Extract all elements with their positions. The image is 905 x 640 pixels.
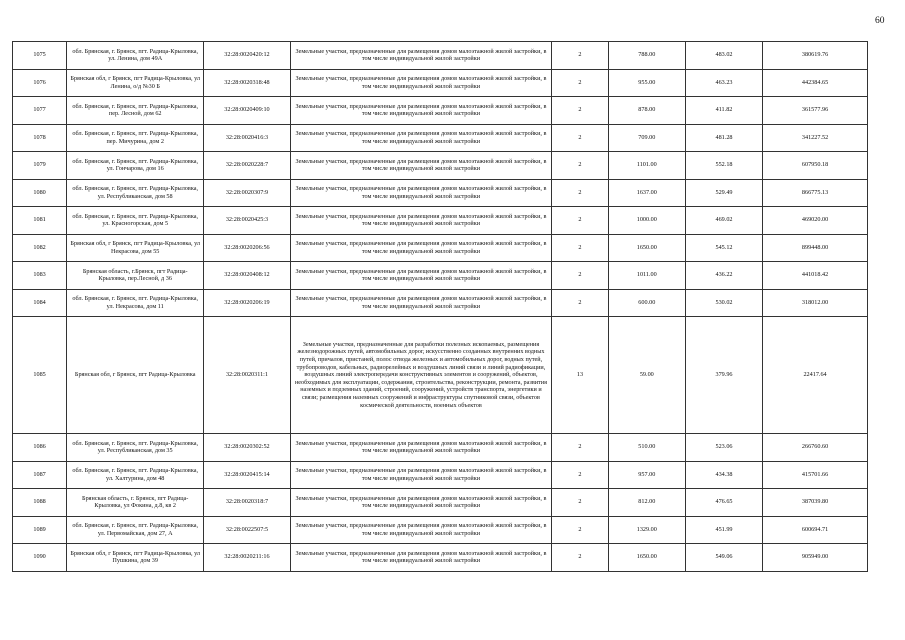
address-cell: Брянская обл, г Брянск, пгт Радица-Крыловка, ул Ленина, о/д №30 Б [67,69,204,97]
cadastral-number-cell: 32:28:0020416:3 [204,124,290,152]
area-cell: 878.00 [608,97,685,125]
land-use-cell [290,124,552,152]
land-plots-table [12,41,868,572]
cadastral-value-cell: 469020.00 [763,207,868,235]
row-number-cell: 1087 [13,461,67,489]
row-number-cell: 1088 [13,489,67,517]
row-number-cell: 1079 [13,152,67,180]
cadastral-value-cell: 341227.52 [763,124,868,152]
row-number-cell: 1082 [13,234,67,262]
group-code-cell: 2 [552,516,608,544]
group-code-cell: 2 [552,544,608,572]
cadastral-number-cell: 32:28:0020318:48 [204,69,290,97]
group-code-cell: 2 [552,152,608,180]
table-row [13,262,868,290]
table-row [13,179,868,207]
row-number-cell: 1084 [13,289,67,317]
table-row [13,317,868,434]
specific-value-cell: 379.96 [685,317,762,434]
area-cell: 955.00 [608,69,685,97]
group-code-cell: 2 [552,42,608,70]
land-use-text: Земельные участки, предназначенные для разработки полезных ископаемых, размещения железнодорожных путей, автомобильных дорог, искусственно созданных внутренних водных путей, причалов, пристаней, полос отвода железных и автомобильных дорог, водных путей, трубопроводов, кабельных, радиорелейных и воздушных линий связи и линий радиофикации, воздушных линий электропередачи конструктивных элементов и сооружений, объектов, необходимых для эксплуатации, содержания, строительства, реконструкции, ремонта, развития наземных и подземных зданий, строений, сооружений, устройств транспорта, энергетики и связи; размещения наземных сооружений и инфраструктуры спутниковой связи, объектов космической деятельности, военных объектов [294,340,547,409]
group-code-cell: 2 [552,97,608,125]
cadastral-value-cell: 899448.00 [763,234,868,262]
cadastral-value-cell: 866775.13 [763,179,868,207]
group-code-cell: 2 [552,489,608,517]
group-code-cell: 2 [552,461,608,489]
row-number-cell: 1081 [13,207,67,235]
land-use-text: Земельные участки, предназначенные для размещения домов малоэтажной жилой застройки, в том числе индивидуальной жилой застройки [295,494,547,510]
specific-value-cell: 436.22 [685,262,762,290]
table-row [13,461,868,489]
address-cell: Брянская область, г.Брянск, пгт Радица-Крыловка, пер.Лесной, д 36 [67,262,204,290]
area-cell: 812.00 [608,489,685,517]
area-cell: 600.00 [608,289,685,317]
land-use-cell [290,234,552,262]
table-row [13,42,868,70]
table-row [13,97,868,125]
address-cell: обл. Брянская, г. Брянск, пгт. Радица-Крыловка, пер. Мичурина, дом 2 [67,124,204,152]
land-use-text: Земельные участки, предназначенные для размещения домов малоэтажной жилой застройки, в том числе индивидуальной жилой застройки [295,102,547,118]
table-row [13,434,868,462]
area-cell: 1011.00 [608,262,685,290]
land-use-cell [290,262,552,290]
table-body [13,42,868,572]
area-cell: 788.00 [608,42,685,70]
table-row [13,234,868,262]
cadastral-value-cell: 441018.42 [763,262,868,290]
table-row [13,289,868,317]
row-number-cell: 1078 [13,124,67,152]
area-cell: 1000.00 [608,207,685,235]
land-use-text: Земельные участки, предназначенные для размещения домов малоэтажной жилой застройки, в том числе индивидуальной жилой застройки [295,47,547,63]
group-code-cell: 13 [552,317,608,434]
cadastral-number-cell: 32:28:0020302:52 [204,434,290,462]
group-code-cell: 2 [552,179,608,207]
row-number-cell: 1077 [13,97,67,125]
land-use-text: Земельные участки, предназначенные для размещения домов малоэтажной жилой застройки, в том числе индивидуальной жилой застройки [295,439,547,455]
address-cell: обл. Брянская, г. Брянск, пгт. Радица-Крыловка, ул. Гончарова, дом 16 [67,152,204,180]
area-cell: 709.00 [608,124,685,152]
table-row [13,544,868,572]
specific-value-cell: 463.23 [685,69,762,97]
address-cell: Брянская обл, г Брянск, пгт Радица-Крыловка [67,317,204,434]
address-cell: Брянская область, г. Брянск, пгт Радица-Крыловка, ул Фокина, д.8, кв 2 [67,489,204,517]
cadastral-number-cell: 32:28:0020211:16 [204,544,290,572]
cadastral-value-cell: 607950.18 [763,152,868,180]
cadastral-number-cell: 32:28:0020307:9 [204,179,290,207]
group-code-cell: 2 [552,262,608,290]
cadastral-value-cell: 318012.00 [763,289,868,317]
land-use-text: Земельные участки, предназначенные для размещения домов малоэтажной жилой застройки, в том числе индивидуальной жилой застройки [295,212,547,228]
land-use-cell [290,179,552,207]
area-cell: 59.00 [608,317,685,434]
specific-value-cell: 411.82 [685,97,762,125]
specific-value-cell: 530.02 [685,289,762,317]
land-use-cell [290,516,552,544]
group-code-cell: 2 [552,124,608,152]
specific-value-cell: 434.38 [685,461,762,489]
table-row [13,489,868,517]
land-use-text: Земельные участки, предназначенные для размещения домов малоэтажной жилой застройки, в том числе индивидуальной жилой застройки [295,549,547,565]
address-cell: обл. Брянская, г. Брянск, пгт. Радица-Крыловка, ул. Республиканская, дом 58 [67,179,204,207]
address-cell: обл. Брянская, г. Брянск, пгт. Радица-Крыловка, ул. Красногорская, дом 5 [67,207,204,235]
table-row [13,516,868,544]
land-use-text: Земельные участки, предназначенные для размещения домов малоэтажной жилой застройки, в том числе индивидуальной жилой застройки [295,295,547,310]
land-use-cell [290,69,552,97]
row-number-cell: 1090 [13,544,67,572]
cadastral-number-cell: 32:28:0020409:10 [204,97,290,125]
address-cell: обл. Брянская, г. Брянск, пгт. Радица-Крыловка, ул. Республиканская, дом 35 [67,434,204,462]
land-use-cell [290,489,552,517]
table-row [13,69,868,97]
cadastral-number-cell: 32:28:0020425:3 [204,207,290,235]
specific-value-cell: 476.65 [685,489,762,517]
group-code-cell: 2 [552,289,608,317]
cadastral-number-cell: 32:28:0020420:12 [204,42,290,70]
group-code-cell: 2 [552,207,608,235]
cadastral-value-cell: 442384.65 [763,69,868,97]
land-use-text: Земельные участки, предназначенные для размещения домов малоэтажной жилой застройки, в том числе индивидуальной жилой застройки [295,185,547,200]
address-cell: обл. Брянская, г. Брянск, пгт. Радица-Крыловка, ул. Ленина, дом 49А [67,42,204,70]
table-row [13,124,868,152]
area-cell: 1650.00 [608,234,685,262]
cadastral-number-cell: 32:28:0020228:7 [204,152,290,180]
land-use-text: Земельные участки, предназначенные для размещения домов малоэтажной жилой застройки, в том числе индивидуальной жилой застройки [295,157,547,173]
cadastral-value-cell: 361577.96 [763,97,868,125]
land-use-cell [290,544,552,572]
land-use-cell [290,317,552,434]
area-cell: 1650.00 [608,544,685,572]
land-use-cell [290,42,552,70]
cadastral-number-cell: 32:28:0020318:7 [204,489,290,517]
area-cell: 1637.00 [608,179,685,207]
land-use-cell [290,289,552,317]
cadastral-value-cell: 905949.00 [763,544,868,572]
cadastral-value-cell: 22417.64 [763,317,868,434]
row-number-cell: 1083 [13,262,67,290]
area-cell: 510.00 [608,434,685,462]
address-cell: Брянская обл, г Брянск, пгт Радица-Крыловка, ул Некрасова, дом 55 [67,234,204,262]
address-cell: Брянская обл, г Брянск, пгт Радица-Крыловка, ул Пушкина, дом 39 [67,544,204,572]
land-use-text: Земельные участки, предназначенные для размещения домов малоэтажной жилой застройки, в том числе индивидуальной жилой застройки [295,467,547,482]
cadastral-value-cell: 266760.60 [763,434,868,462]
row-number-cell: 1080 [13,179,67,207]
land-use-text: Земельные участки, предназначенные для размещения домов малоэтажной жилой застройки, в том числе индивидуальной жилой застройки [295,75,547,90]
land-use-text: Земельные участки, предназначенные для размещения домов малоэтажной жилой застройки, в том числе индивидуальной жилой застройки [295,267,547,283]
cadastral-number-cell: 32:28:0020415:14 [204,461,290,489]
specific-value-cell: 549.06 [685,544,762,572]
address-cell: обл. Брянская, г. Брянск, пгт. Радица-Крыловка, пер. Лесной, дом 62 [67,97,204,125]
address-cell: обл. Брянская, г. Брянск, пгт. Радица-Крыловка, ул. Халтурина, дом 48 [67,461,204,489]
cadastral-number-cell: 32:28:0022507:5 [204,516,290,544]
land-use-text: Земельные участки, предназначенные для размещения домов малоэтажной жилой застройки, в том числе индивидуальной жилой застройки [295,240,547,255]
cadastral-value-cell: 600694.71 [763,516,868,544]
specific-value-cell: 552.18 [685,152,762,180]
row-number-cell: 1076 [13,69,67,97]
specific-value-cell: 451.99 [685,516,762,544]
area-cell: 1101.00 [608,152,685,180]
land-use-cell [290,152,552,180]
area-cell: 1329.00 [608,516,685,544]
specific-value-cell: 545.12 [685,234,762,262]
cadastral-value-cell: 415701.66 [763,461,868,489]
land-use-cell [290,461,552,489]
group-code-cell: 2 [552,434,608,462]
address-cell: обл. Брянская, г. Брянск, пгт. Радица-Крыловка, ул. Некрасова, дом 11 [67,289,204,317]
cadastral-value-cell: 380619.76 [763,42,868,70]
row-number-cell: 1086 [13,434,67,462]
specific-value-cell: 523.06 [685,434,762,462]
row-number-cell: 1075 [13,42,67,70]
cadastral-value-cell: 387039.80 [763,489,868,517]
land-use-cell [290,97,552,125]
land-use-cell [290,434,552,462]
land-use-cell [290,207,552,235]
table-row [13,207,868,235]
cadastral-number-cell: 32:28:0020206:56 [204,234,290,262]
land-use-text: Земельные участки, предназначенные для размещения домов малоэтажной жилой застройки, в том числе индивидуальной жилой застройки [295,522,547,537]
cadastral-number-cell: 32:28:0020408:12 [204,262,290,290]
row-number-cell: 1085 [13,317,67,434]
group-code-cell: 2 [552,234,608,262]
area-cell: 957.00 [608,461,685,489]
address-cell: обл. Брянская, г. Брянск, пгт. Радица-Крыловка, ул. Первомайская, дом 27, А [67,516,204,544]
cadastral-number-cell: 32:28:0020311:1 [204,317,290,434]
page-number: 60 [875,16,885,26]
group-code-cell: 2 [552,69,608,97]
specific-value-cell: 469.02 [685,207,762,235]
land-use-text: Земельные участки, предназначенные для размещения домов малоэтажной жилой застройки, в том числе индивидуальной жилой застройки [295,130,547,145]
specific-value-cell: 483.02 [685,42,762,70]
row-number-cell: 1089 [13,516,67,544]
specific-value-cell: 481.28 [685,124,762,152]
cadastral-number-cell: 32:28:0020206:19 [204,289,290,317]
specific-value-cell: 529.49 [685,179,762,207]
table-row [13,152,868,180]
